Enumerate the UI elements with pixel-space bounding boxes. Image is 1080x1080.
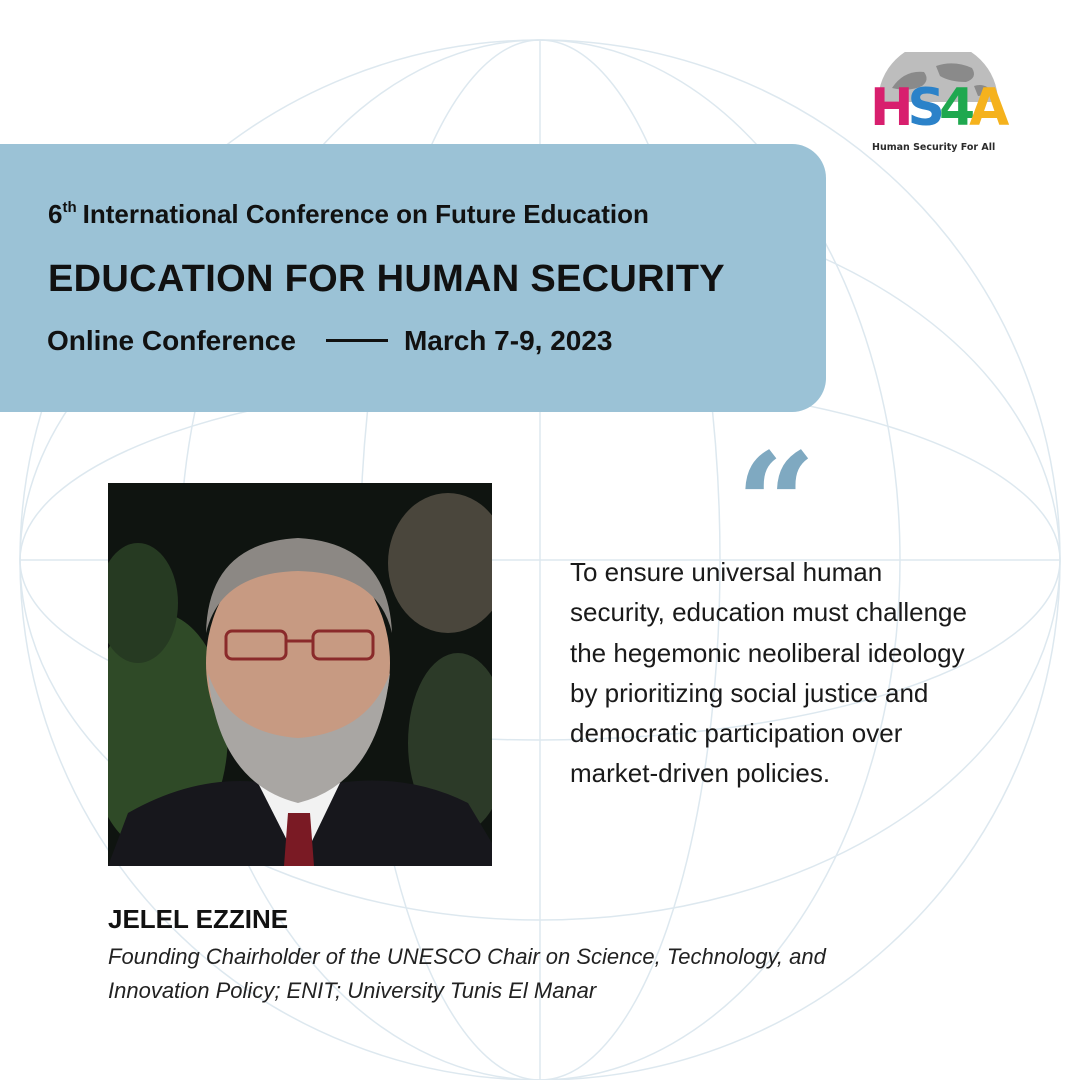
speaker-affiliation: Founding Chairholder of the UNESCO Chair on Science, Technology, and Innovation Policy; ENIT; University Tunis El Manar <box>108 944 826 1003</box>
quotation-mark-icon: “ <box>735 423 817 587</box>
speaker-name: JELEL EZZINE <box>108 904 289 934</box>
conference-name: International Conference on Future Education <box>82 199 649 229</box>
conference-format-line <box>47 324 613 358</box>
conference-banner <box>0 144 826 412</box>
speaker-photo <box>108 483 492 866</box>
separator-dash <box>326 339 388 342</box>
conference-title: EDUCATION FOR HUMAN SECURITY <box>48 258 725 300</box>
logo-tagline: Human Security For All <box>872 142 996 153</box>
logo-wordmark: HS4A <box>870 78 1004 138</box>
conference-dates: March 7-9, 2023 <box>403 325 613 356</box>
conference-edition-line <box>48 198 649 230</box>
edition-number: 6 <box>48 199 63 229</box>
hs4a-logo <box>868 52 1010 162</box>
quote-text: To ensure universal human security, education must challenge the hegemonic neoliberal ideology by prioritizing social justice and democratic participation over market-driven policies. <box>570 557 967 789</box>
conference-format: Online Conference <box>47 325 296 356</box>
edition-suffix: th <box>62 199 77 216</box>
